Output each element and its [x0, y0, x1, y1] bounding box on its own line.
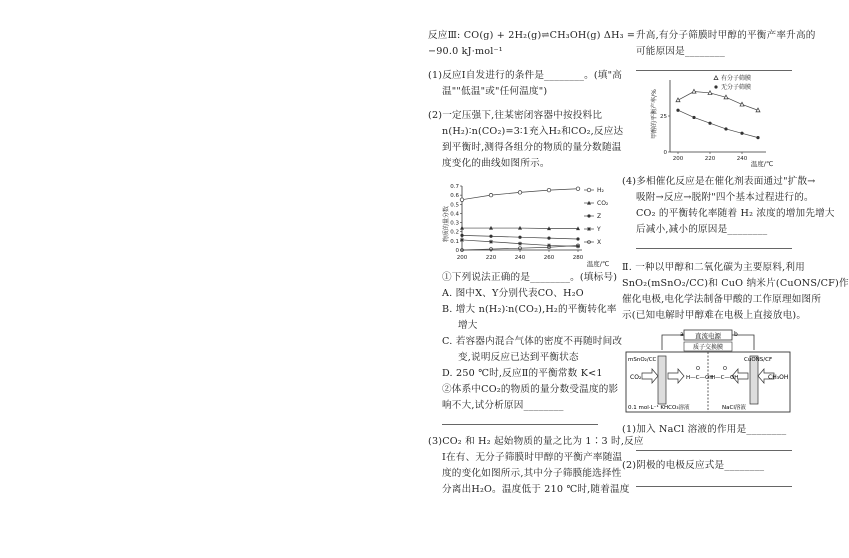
left-out-arrow-icon — [668, 369, 684, 383]
part2-line4: 示(已知电解时甲醇难在电极上直接放电)。 — [622, 310, 807, 321]
legend-marker — [714, 85, 717, 88]
chart1-ylabel: 物质的量分数 — [443, 205, 450, 243]
mole-fraction-chart — [438, 180, 610, 268]
q4-line4: 后减小,减小的原因是________ — [636, 224, 768, 235]
legend-label: CO₂ — [597, 200, 609, 207]
y-tick-label: 0.2 — [450, 229, 459, 236]
y-tick-label: 0.7 — [450, 184, 459, 190]
x-tick-label: 280 — [572, 255, 584, 261]
legend-label: Z — [597, 213, 602, 220]
q1-line1: (1)反应Ⅰ自发进行的条件是________。(填"高 — [428, 70, 623, 81]
answer-line[interactable] — [636, 486, 792, 487]
y-tick-label: 0.5 — [450, 202, 459, 209]
answer-line[interactable] — [636, 70, 792, 71]
option-b-line2: 增大 — [458, 320, 478, 331]
membrane-label: 质子交换膜 — [692, 344, 724, 351]
data-point — [576, 237, 579, 240]
terminal-a: a — [680, 331, 684, 338]
part2-line2: SnO₂(mSnO₂/CC)和 CuO 纳米片(CuONS/CF)作 — [622, 278, 849, 289]
power-supply-label: 直流电源 — [695, 332, 721, 340]
data-point — [460, 198, 464, 202]
q3-cont-line2: 可能原因是________ — [636, 46, 725, 57]
q1-line2: 温""低温"或"任何温度") — [442, 86, 548, 97]
reaction-iii-line: 反应Ⅲ: CO(g) + 2H₂(g)⇌CH₃OH(g) ΔH₃ = — [428, 30, 636, 41]
x-tick-label: 220 — [704, 156, 716, 162]
chart2-xlabel: 温度/℃ — [750, 160, 774, 168]
data-point — [676, 109, 679, 112]
q2-line3: 到平衡时,测得各组分的物质的量分数随温 — [442, 142, 622, 153]
left-electrode — [658, 356, 666, 404]
x-tick-label: 200 — [672, 156, 684, 162]
data-point — [518, 191, 522, 195]
ch3oh-label: CH₃OH — [768, 374, 789, 381]
data-point — [547, 237, 550, 240]
q3-line1: (3)CO₂ 和 H₂ 起始物质的量之比为 1∶3 时,反应 — [428, 436, 644, 447]
answer-line[interactable] — [442, 424, 598, 425]
data-point — [518, 242, 522, 246]
x-tick-label: 200 — [456, 255, 468, 261]
q2-sub1: ①下列说法正确的是________。(填标号) — [442, 272, 618, 283]
co2-label: CO₂ — [630, 374, 642, 381]
legend-marker — [587, 227, 591, 231]
y-tick-label: 0.3 — [450, 220, 459, 227]
x-tick-label: 220 — [485, 255, 497, 261]
data-point — [756, 136, 759, 139]
left-solution-label: 0.1 mol·L⁻¹ KHCO₃溶液 — [628, 405, 690, 411]
data-point — [692, 116, 695, 119]
option-a: A. 图中X、Y分别代表CO、H₂O — [442, 288, 584, 299]
option-d: D. 250 ℃时,反应Ⅱ的平衡常数 K<1 — [442, 368, 603, 379]
option-c-line1: C. 若容器内混合气体的密度不再随时间改 — [442, 336, 623, 347]
terminal-b: b — [734, 331, 738, 338]
data-point — [576, 187, 580, 191]
chart2-ylabel: 甲醇的平衡产率/% — [651, 89, 658, 139]
legend-marker — [714, 76, 718, 80]
data-point — [489, 235, 492, 238]
right-solution-label: NaCl溶液 — [722, 405, 746, 411]
formic-o-right: O — [723, 366, 727, 372]
y-tick-label: 0 — [663, 150, 667, 156]
methanol-yield-chart — [648, 74, 772, 168]
enthalpy-value: −90.0 kJ·mol⁻¹ — [428, 46, 503, 57]
y-tick-label: 25 — [660, 114, 667, 120]
part2-line3: 催化电极,电化学法制备甲酸的工作原理如图所 — [622, 294, 822, 305]
data-point — [460, 234, 463, 237]
right-electrode — [750, 356, 758, 404]
data-point — [489, 240, 493, 244]
x-tick-label: 260 — [543, 255, 555, 261]
part2-q1: (1)加入 NaCl 溶液的作用是________ — [622, 424, 787, 435]
x-tick-label: 240 — [736, 156, 748, 162]
y-tick-label: 0 — [455, 248, 459, 254]
formic-acid-left: H—C—OH — [686, 375, 714, 381]
series-line — [678, 92, 758, 111]
series-line — [678, 110, 758, 137]
left-arrow-icon — [642, 369, 658, 383]
q2-line2: n(H₂)∶n(CO₂)=3∶1充入H₂和CO₂,反应达 — [442, 126, 624, 137]
data-point — [692, 89, 696, 93]
left-electrode-label: mSnO₂/CC — [628, 357, 657, 363]
q4-line2: 吸附→反应→脱附"四个基本过程进行的。 — [636, 192, 814, 203]
q4-line1: (4)多相催化反应是在催化剂表面通过"扩散→ — [622, 176, 816, 187]
data-point — [676, 98, 680, 102]
legend-marker — [587, 188, 591, 192]
answer-line[interactable] — [636, 248, 792, 249]
q2-line1: (2)一定压强下,往某密闭容器中按投料比 — [428, 110, 603, 121]
y-tick-label: 0.1 — [450, 238, 459, 245]
q2-sub2-line1: ②体系中CO₂的物质的量分数受温度的影 — [442, 384, 619, 395]
right-electrode-label: CuONS/CF — [744, 357, 773, 363]
formic-acid-right: H—C—OH — [711, 375, 739, 381]
q3-line3: 度的变化如图所示,其中分子筛膜能选择性 — [442, 468, 622, 479]
legend-label: H₂ — [597, 187, 604, 194]
electrolysis-diagram — [622, 328, 794, 416]
answer-line[interactable] — [636, 450, 792, 451]
q3-cont-line1: 升高,有分子筛膜时甲醇的平衡产率升高的 — [636, 30, 816, 41]
data-point — [547, 188, 551, 192]
data-point — [708, 122, 711, 125]
part2-line1: Ⅱ. 一种以甲醇和二氧化碳为主要原料,利用 — [622, 262, 805, 273]
data-point — [518, 236, 521, 239]
chart1-xlabel: 温度/℃ — [586, 260, 610, 268]
option-c-line2: 变,说明反应已达到平衡状态 — [458, 352, 579, 363]
y-tick-label: 0.6 — [450, 193, 459, 200]
legend-marker — [587, 214, 590, 217]
data-point — [460, 238, 464, 242]
option-b-line1: B. 增大 n(H₂)∶n(CO₂),H₂的平衡转化率 — [442, 304, 617, 315]
legend-label: Y — [597, 226, 601, 233]
q3-line2: Ⅰ在有、无分子筛膜时甲醇的平衡产率随温 — [442, 452, 623, 463]
x-tick-label: 240 — [514, 255, 526, 261]
part2-q2: (2)阴极的电极反应式是________ — [622, 460, 765, 471]
data-point — [724, 127, 727, 130]
q2-line4: 度变化的曲线如图所示。 — [442, 158, 550, 169]
q4-line3: CO₂ 的平衡转化率随着 H₂ 浓度的增加先增大 — [636, 208, 835, 219]
legend-label: X — [597, 239, 602, 246]
formic-o-left: O — [696, 366, 700, 372]
q3-line4: 分离出H₂O。温度低于 210 ℃时,随着温度 — [442, 484, 630, 495]
data-point — [740, 132, 743, 135]
q2-sub2-line2: 响不大,试分析原因________ — [442, 400, 564, 411]
legend-label: 有分子筛膜 — [721, 75, 752, 82]
data-point — [489, 193, 493, 197]
legend-label: 无分子筛膜 — [721, 84, 752, 91]
y-tick-label: 0.4 — [450, 211, 459, 218]
